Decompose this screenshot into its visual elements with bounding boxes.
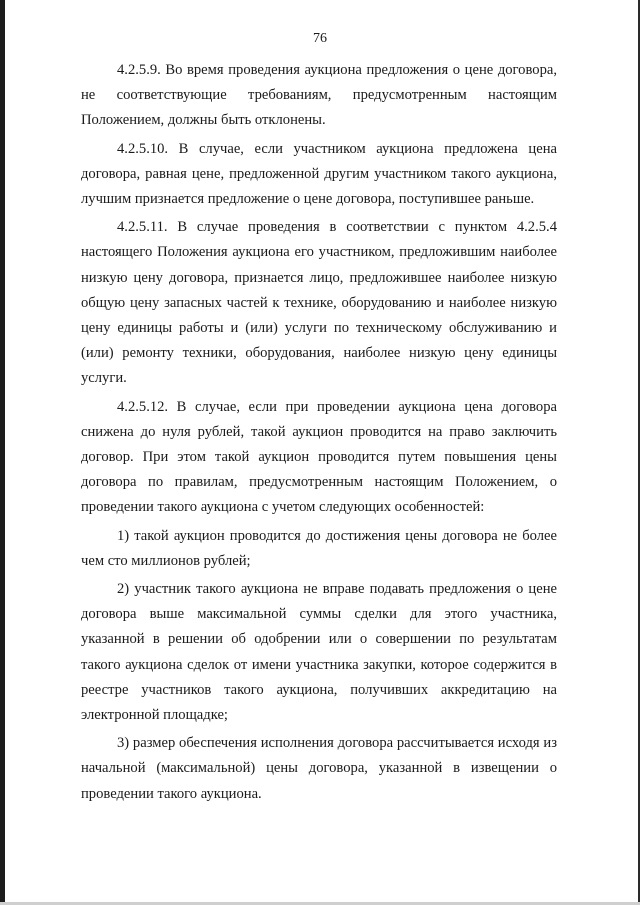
paragraph-4-2-5-10: 4.2.5.10. В случае, если участником аукциона предложена цена договора, равная цене, предложенной другим участником такого аукциона, лучшим признается предложение о цене договора, поступившее раньше. (81, 140, 557, 208)
document-body (81, 58, 557, 810)
page-number: 76 (313, 31, 327, 46)
list-item-1: 1) такой аукцион проводится до достижения цены договора не более чем сто миллионов рублей; (81, 527, 557, 569)
paragraph-4-2-5-9: 4.2.5.9. Во время проведения аукциона предложения о цене договора, не соответствующие требованиям, предусмотренным настоящим Положением, должны быть отклонены. (81, 62, 557, 129)
paragraph-4-2-5-11: 4.2.5.11. В случае проведения в соответствии с пунктом 4.2.5.4 настоящего Положения аукциона его участником, предложившим наиболее низкую цену договора, признается лицо, предложившее наиболее низкую общую цену запасных частей к технике, оборудованию и наиболее низкую цену единицы работы и (или) услуги по техническому обслуживанию и (или) ремонту техники, оборудования, наиболее низкую цену единицы услуги. (81, 219, 557, 387)
list-item-2: 2) участник такого аукциона не вправе подавать предложения о цене договора выше максимальной суммы сделки для этого участника, указанной в решении об одобрении или о совершении по результатам такого аукциона сделок от имени участника закупки, которое содержится в реестре участников такого аукциона, получивших аккредитацию на электронной площадке; (81, 581, 557, 724)
list-item-3: 3) размер обеспечения исполнения договора рассчитывается исходя из начальной (максимальной) цены договора, указанной в извещении о проведении такого аукциона. (81, 735, 557, 802)
scan-edge-left (0, 0, 5, 905)
paragraph-4-2-5-12: 4.2.5.12. В случае, если при проведении аукциона цена договора снижена до нуля рублей, такой аукцион проводится на право заключить договор. При этом такой аукцион проводится путем повышения цены договора по правилам, предусмотренным настоящим Положением, о проведении такого аукциона с учетом следующих особенностей: (81, 398, 557, 516)
